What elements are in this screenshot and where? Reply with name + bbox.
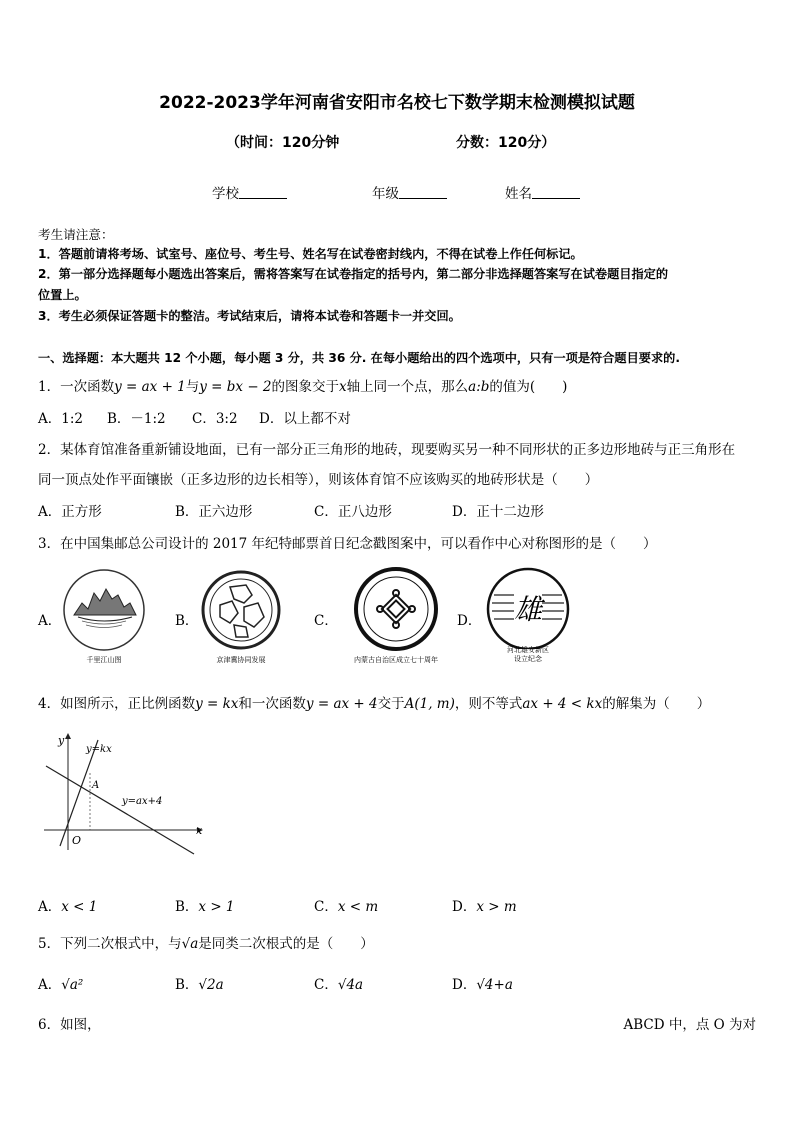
q4-option-d-letter: D．: [452, 899, 477, 915]
notice-item-2-cont: 位置上。: [38, 288, 87, 302]
notice-item-3: 3．考生必须保证答题卡的整洁。考试结束后，请将本试卷和答题卡一并交回。: [38, 309, 461, 323]
stamp-a-image: [60, 565, 148, 665]
graph-label-kx: y=kx: [86, 744, 112, 755]
q4-option-c-letter: C．: [314, 899, 338, 915]
stamp-d-seal-icon: [480, 565, 576, 649]
q2-option-c: C．正八边形: [314, 504, 392, 520]
q5-option-d-letter: D．: [452, 977, 477, 993]
graph-label-ax4: y=ax+4: [122, 796, 163, 807]
question-5: [38, 932, 374, 952]
q4-point: A(1, m): [404, 696, 455, 712]
q2-option-a: A．正方形: [38, 504, 102, 520]
q5-option-b: [175, 973, 224, 993]
q4-option-b-math: x > 1: [198, 899, 235, 915]
page-title: 2022-2023学年河南省安阳市名校七下数学期末检测模拟试题: [159, 93, 635, 113]
q4-option-c: [314, 895, 378, 915]
grade-blank: [399, 186, 447, 199]
q4-option-d: [452, 895, 517, 915]
q1-option-a: A．1:2: [38, 411, 83, 427]
q5-option-b-letter: B．: [175, 977, 199, 993]
school-blank: [239, 186, 287, 199]
stamp-a-caption: 千里江山图: [86, 656, 122, 664]
grade-field: [372, 182, 447, 202]
q4-text-d: ，则不等式: [454, 696, 523, 712]
q4-option-a-math: x < 1: [61, 899, 98, 915]
q1-text-a: 1．一次函数: [38, 379, 115, 395]
name-blank: [532, 186, 580, 199]
q4-text-c: 交于: [377, 696, 405, 712]
q4-text-b: 和一次函数: [238, 696, 306, 712]
q3-option-a: A．: [38, 613, 62, 629]
q1-option-c: C．3:2: [192, 411, 238, 427]
notice-item-1: 1．答题前请将考场、试室号、座位号、考生号、姓名写在试卷密封线内，不得在试卷上作任何标记。: [38, 247, 583, 261]
q5-option-d: [452, 973, 513, 993]
q5-option-c-letter: C．: [314, 977, 338, 993]
q4-formula-1: y = kx: [195, 696, 239, 712]
q4-option-d-math: x > m: [476, 899, 517, 915]
school-label: 学校: [212, 186, 239, 202]
q3-option-d: D．: [457, 613, 482, 629]
q1-text-e: 的值为( ): [489, 379, 568, 395]
q5-option-c: [314, 973, 363, 993]
q1-axis: x: [339, 379, 347, 395]
stamp-d-character: 雄: [513, 593, 543, 626]
q4-text-e: 的解集为（ ）: [602, 696, 711, 712]
question-2-line-2: 同一顶点处作平面镶嵌（正多边形的边长相等），则该体育馆不应该购买的地砖形状是（ ）: [38, 472, 599, 488]
q5-text-a: 5．下列二次根式中，与: [38, 936, 182, 952]
q1-option-b: B．－1:2: [107, 411, 166, 427]
stamp-c-image: [338, 565, 454, 665]
question-3: 3．在中国集邮总公司设计的 2017 年纪特邮票首日纪念戳图案中，可以看作中心对称图形的是（ ）: [38, 536, 657, 552]
q4-formula-2: y = ax + 4: [305, 696, 378, 712]
q4-inequality: ax + 4 < kx: [522, 696, 603, 712]
q5-radical: √a: [181, 936, 199, 952]
stamp-a-landscape-icon: [60, 565, 148, 655]
question-6-end: ABCD 中，点 O 为对: [623, 1017, 756, 1033]
q2-option-b: B．正六边形: [175, 504, 253, 520]
q4-option-a-letter: A．: [38, 899, 62, 915]
q1-text-d: 轴上同一个点，那么: [346, 379, 469, 395]
time-label: （时间：120分钟: [226, 135, 340, 151]
grade-label: 年级: [372, 186, 399, 202]
q1-formula-1: y = ax + 1: [114, 379, 186, 395]
stamp-b-caption: 京津冀协同发展: [216, 656, 266, 664]
q4-option-b: [175, 895, 235, 915]
question-2-line-1: 2．某体育馆准备重新铺设地面，已有一部分正三角形的地砖，现要购买另一种不同形状的正多边形地砖与正三角形在: [38, 442, 736, 458]
q5-option-a-letter: A．: [38, 977, 62, 993]
stamp-d-image: [480, 565, 576, 665]
notice-heading: 考生请注意：: [38, 227, 114, 242]
q4-text-a: 4．如图所示，正比例函数: [38, 696, 196, 712]
graph-label-y: y: [58, 734, 65, 747]
stamp-c-knot-icon: [338, 565, 454, 655]
q4-option-a: [38, 895, 97, 915]
stamp-c-caption: 内蒙古自治区成立七十周年: [354, 656, 438, 664]
question-6-start: 6．如图，: [38, 1017, 101, 1033]
question-1: [38, 375, 567, 395]
q3-option-c: C．: [314, 613, 338, 629]
school-field: [212, 182, 287, 202]
q1-text-b: 与: [185, 379, 200, 395]
q4-option-c-math: x < m: [337, 899, 379, 915]
q2-option-d: D．正十二边形: [452, 504, 544, 520]
stamp-b-image: [196, 565, 286, 665]
graph-label-x: x: [196, 824, 203, 837]
score-label: 分数：120分）: [456, 135, 556, 151]
name-label: 姓名: [505, 186, 532, 202]
q1-formula-2: y = bx − 2: [199, 379, 272, 395]
question-4: [38, 692, 710, 712]
q1-ratio: a:b: [468, 379, 490, 395]
notice-item-2: 2．第一部分选择题每小题选出答案后，需将答案写在试卷指定的括号内，第二部分非选择题答案写在试卷题目指定的: [38, 267, 669, 281]
q4-graph: [36, 728, 216, 858]
stamp-b-puzzle-icon: [196, 565, 286, 655]
q5-option-d-math: √4+a: [476, 977, 513, 993]
name-field: [505, 182, 580, 202]
graph-label-a: A: [92, 780, 100, 791]
stamp-d-caption-2: 设立纪念: [514, 655, 542, 663]
q1-option-d: D．以上都不对: [259, 411, 351, 427]
q1-text-c: 的图象交于: [271, 379, 340, 395]
stamp-d-caption-1: 河北雄安新区: [507, 646, 549, 654]
q5-option-b-math: √2a: [198, 977, 224, 993]
q5-option-c-math: √4a: [337, 977, 364, 993]
q5-option-a-math: √a²: [61, 977, 84, 993]
q5-option-a: [38, 973, 83, 993]
section-heading: 一、选择题：本大题共 12 个小题，每小题 3 分，共 36 分. 在每小题给出的四个选项中，只有一项是符合题目要求的.: [38, 351, 680, 365]
graph-label-origin: O: [72, 834, 82, 847]
q4-option-b-letter: B．: [175, 899, 199, 915]
q5-text-b: 是同类二次根式的是（ ）: [198, 936, 374, 952]
q3-option-b: B．: [175, 613, 199, 629]
